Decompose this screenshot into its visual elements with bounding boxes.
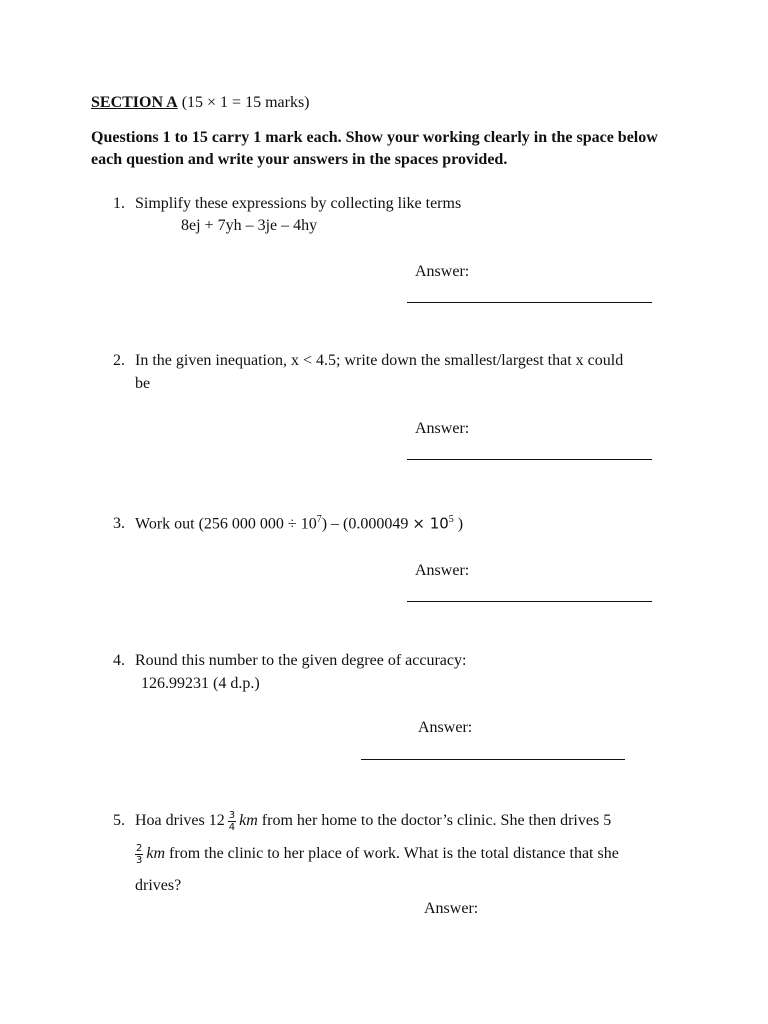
- question-4-value: 126.99231 (4 d.p.): [141, 675, 260, 692]
- question-text-a: Work out (256 000 000 ÷ 10: [135, 515, 317, 533]
- question-3: [113, 514, 463, 533]
- question-number: 5.: [113, 812, 125, 830]
- question-4: [113, 652, 466, 670]
- question-5-line-3: drives?: [135, 877, 182, 894]
- answer-line[interactable]: [407, 302, 652, 303]
- answer-line[interactable]: [407, 459, 652, 460]
- question-text-b: ) – (0.000049: [321, 515, 413, 533]
- times-symbol: ×: [412, 514, 425, 533]
- answer-label: Answer:: [424, 900, 479, 917]
- question-number: 2.: [113, 352, 125, 369]
- question-text-b: from her home to the doctor’s clinic. She then drives 5: [257, 812, 612, 830]
- fraction-numerator: 2: [136, 843, 143, 854]
- answer-line[interactable]: [361, 759, 625, 760]
- question-text: Simplify these expressions by collecting like terms: [135, 195, 462, 212]
- fraction-numerator: 3: [228, 810, 236, 821]
- question-number: 4.: [113, 652, 125, 669]
- question-text-c: from the clinic to her place of work. What is the total distance that she: [165, 845, 619, 863]
- question-text: In the given inequation, x < 4.5; write down the smallest/largest that x could: [135, 352, 624, 369]
- fraction: [135, 843, 143, 866]
- question-number: 3.: [113, 515, 125, 533]
- exponent: 7: [316, 514, 322, 525]
- power-base: 10: [424, 514, 449, 533]
- section-marks: (15 × 1 = 15 marks): [177, 94, 310, 111]
- question-5-line-2: [135, 843, 619, 866]
- section-title: SECTION A: [91, 94, 178, 111]
- question-text-c: ): [453, 515, 464, 533]
- section-instructions: Questions 1 to 15 carry 1 mark each. Show your working clearly in the space below each question and write your answers in the spaces provided.: [91, 129, 658, 168]
- question-1: [113, 195, 461, 213]
- section-heading: [91, 94, 310, 112]
- unit: km: [239, 812, 258, 830]
- answer-label: Answer:: [415, 263, 470, 280]
- fraction-denominator: 4: [228, 822, 236, 833]
- question-2: [113, 352, 623, 370]
- question-text: Round this number to the given degree of accuracy:: [135, 652, 467, 669]
- unit: km: [146, 845, 166, 863]
- exponent: 5: [448, 514, 454, 525]
- question-2-continuation: be: [135, 375, 151, 392]
- fraction-denominator: 3: [136, 855, 143, 866]
- question-5: [113, 810, 611, 833]
- fraction: [228, 810, 236, 833]
- question-1-expression: 8ej + 7yh – 3je – 4hy: [181, 217, 318, 234]
- answer-label: Answer:: [415, 562, 470, 579]
- question-number: 1.: [113, 195, 125, 212]
- answer-label: Answer:: [415, 420, 470, 437]
- answer-label: Answer:: [418, 719, 473, 736]
- question-text-a: Hoa drives 12: [135, 812, 225, 830]
- answer-line[interactable]: [407, 601, 652, 602]
